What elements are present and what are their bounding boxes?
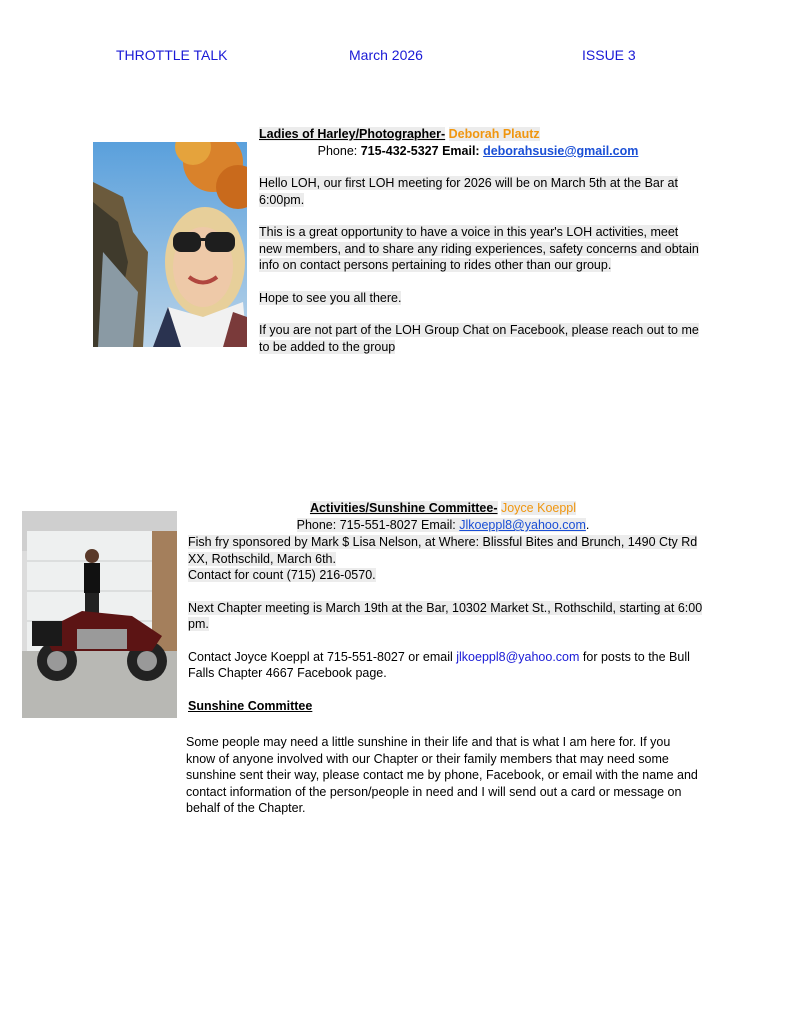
activities-body: [188, 534, 703, 714]
chapter-meeting-text: Next Chapter meeting is March 19th at the Bar, 10302 Market St., Rothschild, starting at 6:00 pm.: [188, 600, 703, 631]
loh-section-heading: [259, 126, 697, 143]
newsletter-issue: ISSUE 3: [582, 47, 636, 63]
loh-paragraph: Hope to see you all there.: [259, 290, 402, 305]
newsletter-date: March 2026: [349, 47, 423, 63]
loh-email-link[interactable]: deborahsusie@gmail.com: [483, 144, 639, 158]
loh-phone-prefix: Phone:: [317, 144, 361, 158]
deborah-plautz-photo: [93, 142, 247, 347]
sunshine-text: Some people may need a little sunshine in their life and that is what I am here for. If you know of anyone involved with our Chapter or their family members that may need some sunshine sent their way, please contact me by phone, Facebook, or email with the name and contact information of the person/people in need and I will send out a card or message on behalf of the Chapter.: [186, 735, 698, 815]
activities-section-heading: [188, 500, 698, 517]
sunshine-heading: Sunshine Committee: [188, 698, 313, 713]
loh-paragraph: Hello LOH, our first LOH meeting for 2026 will be on March 5th at the Bar at 6:00pm.: [259, 176, 678, 207]
loh-phone: 715-432-5327: [360, 144, 439, 158]
activities-contact-suffix: .: [585, 518, 590, 532]
activities-contact-line: [188, 517, 698, 534]
joyce-koeppl-photo: [22, 511, 177, 718]
activities-heading-label: Activities/Sunshine Committee-: [309, 501, 498, 515]
loh-contact-line: [259, 143, 697, 160]
newsletter-title: THROTTLE TALK: [116, 47, 228, 63]
activities-contact-prefix: Phone: 715-551-8027 Email:: [296, 518, 460, 532]
loh-heading-label: Ladies of Harley/Photographer-: [259, 127, 446, 141]
activities-heading-name: Joyce Koeppl: [500, 501, 577, 515]
count-contact-text: Contact for count (715) 216-0570.: [188, 568, 376, 582]
loh-body: [259, 175, 704, 355]
posts-suffix: for posts to the Bull Falls Chapter 4667 Facebook page.: [188, 649, 690, 680]
sunshine-body: [186, 734, 698, 817]
loh-heading-name: Deborah Plautz: [448, 127, 540, 141]
posts-prefix: Contact Joyce Koeppl at 715-551-8027 or email: [188, 649, 457, 664]
activities-email-link[interactable]: Jlkoeppl8@yahoo.com: [459, 518, 586, 532]
loh-email-label: Email:: [438, 144, 484, 158]
posts-email-link[interactable]: jlkoeppl8@yahoo.com: [456, 649, 580, 664]
loh-paragraph: If you are not part of the LOH Group Chat on Facebook, please reach out to me to be added to the group: [259, 323, 699, 354]
fish-fry-text: Fish fry sponsored by Mark $ Lisa Nelson, at Where: Blissful Bites and Brunch, 1490 Cty Rd XX, Rothschild, March 6th.: [188, 535, 698, 566]
loh-paragraph: This is a great opportunity to have a voice in this year's LOH activities, meet new members, and to share any riding experiences, safety concerns and obtain info on contact persons pertaining to rides other than our group.: [259, 225, 699, 272]
